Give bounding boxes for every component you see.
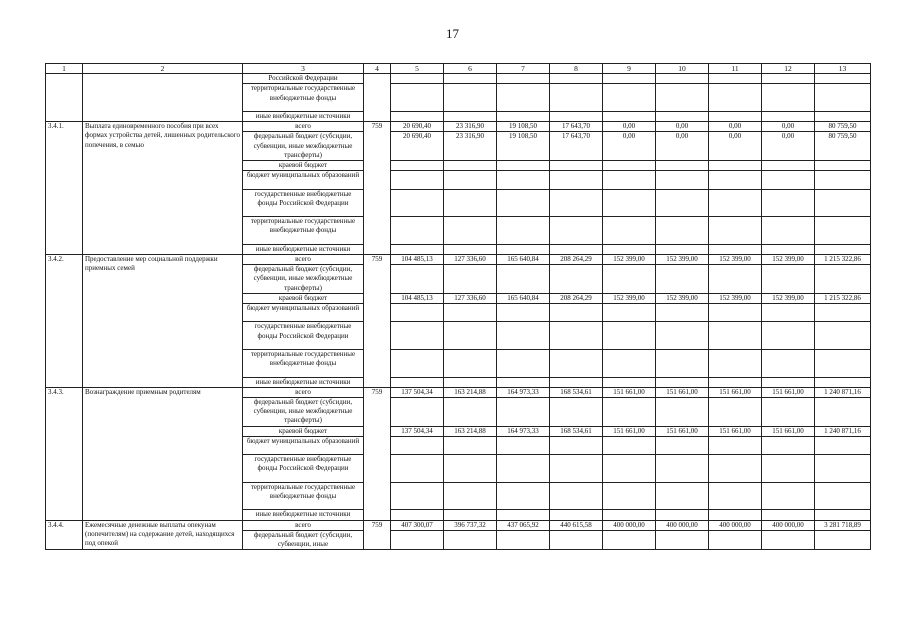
value-cell: [444, 455, 497, 483]
value-cell: [497, 322, 550, 350]
value-cell: [391, 84, 444, 112]
value-cell: [391, 482, 444, 510]
funding-source-cell: всего: [243, 520, 364, 530]
value-cell: [550, 455, 603, 483]
funding-source-cell: краевой бюджет: [243, 426, 364, 436]
column-header: 13: [815, 64, 871, 74]
value-cell: [497, 398, 550, 427]
value-cell: [550, 304, 603, 322]
value-cell: [656, 510, 709, 520]
value-cell: 400 000,00: [709, 520, 762, 530]
code-cell: 759: [364, 520, 391, 550]
value-cell: [497, 530, 550, 549]
value-cell: 151 661,00: [709, 387, 762, 397]
value-cell: 0,00: [656, 122, 709, 132]
column-header: 8: [550, 64, 603, 74]
value-cell: [709, 217, 762, 245]
funding-source-cell: федеральный бюджет (субсидии, субвенции, иные межбюджетные трансферты): [243, 265, 364, 294]
code-cell: 759: [364, 387, 391, 520]
value-cell: 19 108,50: [497, 132, 550, 161]
value-cell: 151 661,00: [709, 426, 762, 436]
value-cell: [444, 398, 497, 427]
value-cell: [815, 112, 871, 122]
value-cell: [762, 350, 815, 378]
value-cell: [497, 161, 550, 171]
value-cell: [762, 112, 815, 122]
value-cell: [656, 171, 709, 189]
value-cell: [550, 350, 603, 378]
value-cell: [497, 455, 550, 483]
value-cell: [709, 161, 762, 171]
value-cell: 165 640,84: [497, 255, 550, 265]
value-cell: 163 214,88: [444, 387, 497, 397]
value-cell: [391, 398, 444, 427]
value-cell: 0,00: [603, 132, 656, 161]
value-cell: [391, 304, 444, 322]
value-cell: [444, 322, 497, 350]
value-cell: 208 264,29: [550, 255, 603, 265]
value-cell: [550, 112, 603, 122]
value-cell: [550, 377, 603, 387]
value-cell: [444, 112, 497, 122]
table-row: [46, 255, 871, 265]
value-cell: [550, 244, 603, 254]
column-header: 6: [444, 64, 497, 74]
value-cell: [550, 189, 603, 217]
value-cell: 23 316,90: [444, 122, 497, 132]
funding-source-cell: государственные внебюджетные фонды Российской Федерации: [243, 322, 364, 350]
value-cell: [603, 436, 656, 454]
value-cell: [391, 74, 444, 84]
value-cell: [603, 265, 656, 294]
value-cell: 1 215 322,86: [815, 255, 871, 265]
value-cell: [550, 74, 603, 84]
value-cell: [815, 161, 871, 171]
value-cell: [391, 217, 444, 245]
value-cell: [656, 161, 709, 171]
value-cell: [497, 265, 550, 294]
value-cell: [709, 112, 762, 122]
value-cell: [762, 436, 815, 454]
funding-source-cell: территориальные государственные внебюджетные фонды: [243, 482, 364, 510]
value-cell: [391, 436, 444, 454]
value-cell: [444, 161, 497, 171]
section-name-cell: Предоставление мер социальной поддержки приемных семей: [83, 255, 243, 388]
section-index-cell: [46, 74, 83, 122]
column-header: 9: [603, 64, 656, 74]
value-cell: [550, 482, 603, 510]
value-cell: 20 690,40: [391, 132, 444, 161]
value-cell: 165 640,84: [497, 293, 550, 303]
value-cell: [444, 74, 497, 84]
value-cell: [656, 304, 709, 322]
value-cell: [444, 304, 497, 322]
value-cell: [444, 84, 497, 112]
value-cell: [603, 455, 656, 483]
funding-source-cell: федеральный бюджет (субсидии, субвенции, иные межбюджетные трансферты): [243, 132, 364, 161]
value-cell: [656, 350, 709, 378]
code-cell: 759: [364, 255, 391, 388]
value-cell: [550, 161, 603, 171]
value-cell: [656, 377, 709, 387]
value-cell: [603, 377, 656, 387]
value-cell: [656, 398, 709, 427]
page-number: 17: [446, 26, 459, 41]
value-cell: 80 759,50: [815, 122, 871, 132]
code-cell: 759: [364, 122, 391, 255]
value-cell: 137 504,34: [391, 387, 444, 397]
value-cell: [762, 304, 815, 322]
value-cell: [762, 189, 815, 217]
value-cell: [656, 482, 709, 510]
column-header: 1: [46, 64, 83, 74]
value-cell: [497, 244, 550, 254]
section-index-cell: 3.4.1.: [46, 122, 83, 255]
funding-source-cell: всего: [243, 122, 364, 132]
value-cell: 3 281 718,89: [815, 520, 871, 530]
funding-source-cell: краевой бюджет: [243, 293, 364, 303]
value-cell: [603, 350, 656, 378]
funding-source-cell: федеральный бюджет (субсидии, субвенции, иные межбюджетные трансферты): [243, 398, 364, 427]
value-cell: 104 485,13: [391, 255, 444, 265]
value-cell: 0,00: [656, 132, 709, 161]
value-cell: [497, 189, 550, 217]
funding-source-cell: федеральный бюджет (субсидии, субвенции, иные: [243, 530, 364, 549]
value-cell: [603, 530, 656, 549]
value-cell: [444, 377, 497, 387]
value-cell: [391, 189, 444, 217]
value-cell: [762, 74, 815, 84]
column-header: 5: [391, 64, 444, 74]
value-cell: 20 690,40: [391, 122, 444, 132]
value-cell: [709, 530, 762, 549]
value-cell: [444, 171, 497, 189]
value-cell: 396 737,32: [444, 520, 497, 530]
value-cell: 0,00: [709, 132, 762, 161]
value-cell: [762, 530, 815, 549]
value-cell: [391, 377, 444, 387]
value-cell: [444, 530, 497, 549]
value-cell: [762, 398, 815, 427]
value-cell: [709, 171, 762, 189]
value-cell: [603, 510, 656, 520]
value-cell: [762, 510, 815, 520]
value-cell: [444, 244, 497, 254]
value-cell: 151 661,00: [603, 387, 656, 397]
value-cell: [815, 350, 871, 378]
funding-source-cell: иные внебюджетные источники: [243, 377, 364, 387]
value-cell: [709, 436, 762, 454]
value-cell: [656, 530, 709, 549]
value-cell: 151 661,00: [656, 426, 709, 436]
value-cell: [656, 74, 709, 84]
value-cell: [444, 265, 497, 294]
table-row: [46, 387, 871, 397]
value-cell: 152 399,00: [709, 293, 762, 303]
funding-source-cell: всего: [243, 255, 364, 265]
value-cell: [709, 510, 762, 520]
value-cell: [656, 189, 709, 217]
value-cell: [762, 455, 815, 483]
value-cell: [444, 436, 497, 454]
value-cell: [391, 112, 444, 122]
value-cell: [497, 74, 550, 84]
value-cell: 151 661,00: [603, 426, 656, 436]
value-cell: [497, 217, 550, 245]
value-cell: [603, 74, 656, 84]
value-cell: [391, 265, 444, 294]
value-cell: [497, 510, 550, 520]
section-name-cell: [83, 74, 243, 122]
column-header: 12: [762, 64, 815, 74]
value-cell: 104 485,13: [391, 293, 444, 303]
value-cell: [815, 189, 871, 217]
value-cell: 1 240 871,16: [815, 387, 871, 397]
value-cell: [444, 217, 497, 245]
value-cell: [815, 482, 871, 510]
funding-source-cell: территориальные государственные внебюджетные фонды: [243, 84, 364, 112]
value-cell: [550, 217, 603, 245]
value-cell: 152 399,00: [603, 255, 656, 265]
value-cell: 208 264,29: [550, 293, 603, 303]
value-cell: [391, 171, 444, 189]
table-row: [46, 122, 871, 132]
value-cell: [762, 265, 815, 294]
value-cell: [497, 350, 550, 378]
column-header: 7: [497, 64, 550, 74]
funding-source-cell: иные внебюджетные источники: [243, 244, 364, 254]
table-row: [46, 74, 871, 84]
value-cell: [603, 112, 656, 122]
value-cell: [497, 377, 550, 387]
value-cell: [603, 84, 656, 112]
value-cell: [603, 244, 656, 254]
value-cell: [497, 304, 550, 322]
value-cell: [391, 322, 444, 350]
value-cell: 440 615,58: [550, 520, 603, 530]
funding-source-cell: бюджет муниципальных образований: [243, 436, 364, 454]
code-cell: [364, 74, 391, 122]
value-cell: [709, 304, 762, 322]
value-cell: [391, 350, 444, 378]
value-cell: [444, 350, 497, 378]
value-cell: [603, 322, 656, 350]
value-cell: [815, 510, 871, 520]
value-cell: [391, 510, 444, 520]
value-cell: [497, 436, 550, 454]
value-cell: [815, 377, 871, 387]
column-header: 2: [83, 64, 243, 74]
value-cell: [762, 161, 815, 171]
header-row: [46, 64, 871, 74]
value-cell: 168 534,61: [550, 387, 603, 397]
column-header: 11: [709, 64, 762, 74]
value-cell: [603, 217, 656, 245]
value-cell: [815, 217, 871, 245]
value-cell: [709, 398, 762, 427]
value-cell: 407 300,07: [391, 520, 444, 530]
funding-source-cell: краевой бюджет: [243, 161, 364, 171]
value-cell: [550, 322, 603, 350]
value-cell: [391, 161, 444, 171]
value-cell: 164 973,33: [497, 426, 550, 436]
value-cell: [762, 171, 815, 189]
value-cell: 152 399,00: [656, 293, 709, 303]
value-cell: [709, 455, 762, 483]
value-cell: 0,00: [762, 122, 815, 132]
value-cell: 127 336,60: [444, 255, 497, 265]
value-cell: 151 661,00: [762, 387, 815, 397]
value-cell: [550, 510, 603, 520]
value-cell: 19 108,50: [497, 122, 550, 132]
value-cell: [603, 482, 656, 510]
budget-table: [45, 63, 871, 550]
value-cell: [815, 436, 871, 454]
value-cell: [603, 189, 656, 217]
value-cell: [815, 304, 871, 322]
value-cell: [815, 74, 871, 84]
funding-source-cell: иные внебюджетные источники: [243, 112, 364, 122]
value-cell: 151 661,00: [762, 426, 815, 436]
value-cell: [709, 350, 762, 378]
value-cell: [550, 171, 603, 189]
value-cell: [656, 244, 709, 254]
value-cell: 400 000,00: [762, 520, 815, 530]
column-header: 10: [656, 64, 709, 74]
value-cell: 163 214,88: [444, 426, 497, 436]
column-header: 3: [243, 64, 364, 74]
value-cell: [550, 436, 603, 454]
value-cell: 168 534,61: [550, 426, 603, 436]
value-cell: 400 000,00: [656, 520, 709, 530]
value-cell: [815, 455, 871, 483]
value-cell: [497, 112, 550, 122]
value-cell: [762, 322, 815, 350]
value-cell: 1 240 871,16: [815, 426, 871, 436]
section-name-cell: Вознаграждение приемным родителям: [83, 387, 243, 520]
value-cell: [656, 436, 709, 454]
column-header: 4: [364, 64, 391, 74]
value-cell: [762, 84, 815, 112]
value-cell: 152 399,00: [656, 255, 709, 265]
value-cell: 152 399,00: [603, 293, 656, 303]
value-cell: [550, 265, 603, 294]
value-cell: [709, 189, 762, 217]
funding-source-cell: территориальные государственные внебюджетные фонды: [243, 217, 364, 245]
value-cell: 1 215 322,86: [815, 293, 871, 303]
value-cell: [815, 171, 871, 189]
value-cell: [762, 217, 815, 245]
value-cell: [709, 377, 762, 387]
value-cell: [497, 84, 550, 112]
value-cell: [656, 455, 709, 483]
value-cell: [709, 482, 762, 510]
value-cell: [391, 530, 444, 549]
value-cell: [815, 265, 871, 294]
value-cell: 0,00: [603, 122, 656, 132]
section-index-cell: 3.4.4.: [46, 520, 83, 550]
section-index-cell: 3.4.3.: [46, 387, 83, 520]
funding-source-cell: бюджет муниципальных образований: [243, 171, 364, 189]
value-cell: [656, 84, 709, 112]
value-cell: [550, 398, 603, 427]
value-cell: [656, 112, 709, 122]
value-cell: [815, 530, 871, 549]
value-cell: [444, 482, 497, 510]
funding-source-cell: Российской Федерации: [243, 74, 364, 84]
value-cell: 152 399,00: [762, 293, 815, 303]
value-cell: [762, 244, 815, 254]
value-cell: 80 759,50: [815, 132, 871, 161]
value-cell: 151 661,00: [656, 387, 709, 397]
value-cell: [550, 84, 603, 112]
value-cell: 0,00: [762, 132, 815, 161]
value-cell: [762, 482, 815, 510]
section-name-cell: Выплата единовременного пособия при всех формах устройства детей, лишенных родительского попечения, в семью: [83, 122, 243, 255]
funding-source-cell: всего: [243, 387, 364, 397]
value-cell: [656, 265, 709, 294]
value-cell: [603, 171, 656, 189]
value-cell: [391, 244, 444, 254]
value-cell: [709, 322, 762, 350]
value-cell: [709, 84, 762, 112]
value-cell: 17 643,70: [550, 122, 603, 132]
value-cell: 23 316,90: [444, 132, 497, 161]
value-cell: [815, 84, 871, 112]
value-cell: [550, 530, 603, 549]
value-cell: [497, 482, 550, 510]
value-cell: [656, 217, 709, 245]
value-cell: [709, 265, 762, 294]
value-cell: 0,00: [709, 122, 762, 132]
funding-source-cell: иные внебюджетные источники: [243, 510, 364, 520]
value-cell: 17 643,70: [550, 132, 603, 161]
value-cell: [815, 398, 871, 427]
funding-source-cell: бюджет муниципальных образований: [243, 304, 364, 322]
value-cell: [656, 322, 709, 350]
value-cell: [709, 74, 762, 84]
funding-source-cell: территориальные государственные внебюджетные фонды: [243, 350, 364, 378]
value-cell: 400 000,00: [603, 520, 656, 530]
value-cell: 164 973,33: [497, 387, 550, 397]
value-cell: 127 336,60: [444, 293, 497, 303]
section-name-cell: Ежемесячные денежные выплаты опекунам (попечителям) на содержание детей, находящихся под опекой: [83, 520, 243, 550]
value-cell: [444, 189, 497, 217]
value-cell: [603, 304, 656, 322]
table-row: [46, 520, 871, 530]
value-cell: [603, 161, 656, 171]
value-cell: [444, 510, 497, 520]
funding-source-cell: государственные внебюджетные фонды Российской Федерации: [243, 455, 364, 483]
value-cell: [762, 377, 815, 387]
value-cell: [497, 171, 550, 189]
value-cell: [709, 244, 762, 254]
value-cell: [391, 455, 444, 483]
section-index-cell: 3.4.2.: [46, 255, 83, 388]
value-cell: 137 504,34: [391, 426, 444, 436]
value-cell: 437 065,92: [497, 520, 550, 530]
funding-source-cell: государственные внебюджетные фонды Российской Федерации: [243, 189, 364, 217]
value-cell: [603, 398, 656, 427]
value-cell: 152 399,00: [762, 255, 815, 265]
value-cell: [815, 322, 871, 350]
value-cell: 152 399,00: [709, 255, 762, 265]
value-cell: [815, 244, 871, 254]
